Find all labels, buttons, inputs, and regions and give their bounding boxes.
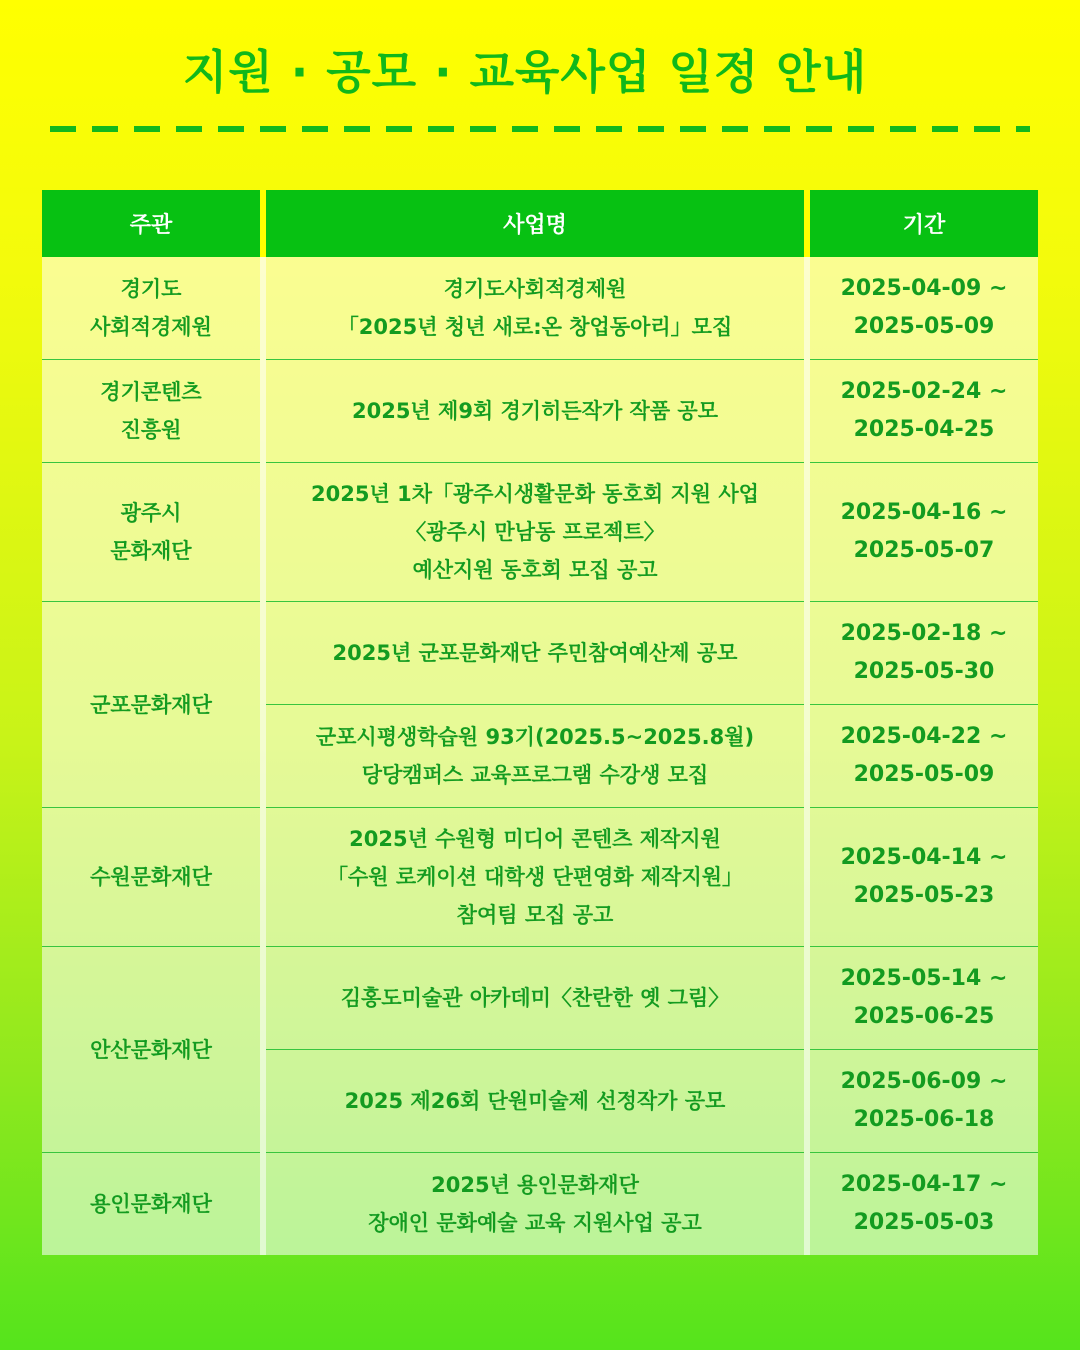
program-cell: 2025년 용인문화재단 장애인 문화예술 교육 지원사업 공고 xyxy=(368,1173,702,1235)
org-cell: 경기콘텐츠 진흥원 xyxy=(42,360,260,463)
period-cell: 2025-04-09 ~ 2025-05-09 xyxy=(810,257,1038,360)
program-cell: 군포시평생학습원 93기(2025.5~2025.8월) 당당캠퍼스 교육프로그램 수강생 모집 xyxy=(266,705,804,808)
org-cell: 경기도 사회적경제원 xyxy=(42,257,260,360)
program-cell: 2025년 군포문화재단 주민참여예산제 공모 xyxy=(266,602,804,705)
schedule-table xyxy=(42,190,1038,1255)
org-cell: 용인문화재단 xyxy=(90,1192,212,1216)
period-cell: 2025-04-22 ~ 2025-05-09 xyxy=(810,705,1038,808)
program-cell: 2025년 1차「광주시생활문화 동호회 지원 사업 〈광주시 만남동 프로젝트〉 예산지원 동호회 모집 공고 xyxy=(266,463,804,602)
period-cell: 2025-06-09 ~ 2025-06-18 xyxy=(810,1050,1038,1153)
program-cell: 2025 제26회 단원미술제 선정작가 공모 xyxy=(266,1050,804,1153)
program-cell: 경기도사회적경제원 「2025년 청년 새로:온 창업동아리」모집 xyxy=(266,257,804,360)
org-cell: 광주시 문화재단 xyxy=(42,463,260,602)
period-cell: 2025-04-17 ~ 2025-05-03 xyxy=(840,1172,1008,1235)
dashed-divider xyxy=(50,126,1030,132)
org-cell: 안산문화재단 xyxy=(42,947,260,1153)
header-period: 기간 xyxy=(810,190,1038,257)
program-cell: 2025년 제9회 경기히든작가 작품 공모 xyxy=(266,360,804,463)
org-cell: 군포문화재단 xyxy=(42,602,260,808)
period-cell: 2025-05-14 ~ 2025-06-25 xyxy=(810,947,1038,1050)
program-cell: 김홍도미술관 아카데미〈찬란한 옛 그림〉 xyxy=(266,947,804,1050)
header-program: 사업명 xyxy=(266,190,804,257)
period-cell: 2025-02-18 ~ 2025-05-30 xyxy=(810,602,1038,705)
org-cell: 수원문화재단 xyxy=(42,808,260,947)
page-title: 지원 · 공모 · 교육사업 일정 안내 xyxy=(182,45,868,99)
period-cell: 2025-04-14 ~ 2025-05-23 xyxy=(810,808,1038,947)
program-cell: 2025년 수원형 미디어 콘텐츠 제작지원 「수원 로케이션 대학생 단편영화 제작지원」 참여팀 모집 공고 xyxy=(266,808,804,947)
header-org: 주관 xyxy=(42,190,260,257)
period-cell: 2025-02-24 ~ 2025-04-25 xyxy=(810,360,1038,463)
period-cell: 2025-04-16 ~ 2025-05-07 xyxy=(810,463,1038,602)
